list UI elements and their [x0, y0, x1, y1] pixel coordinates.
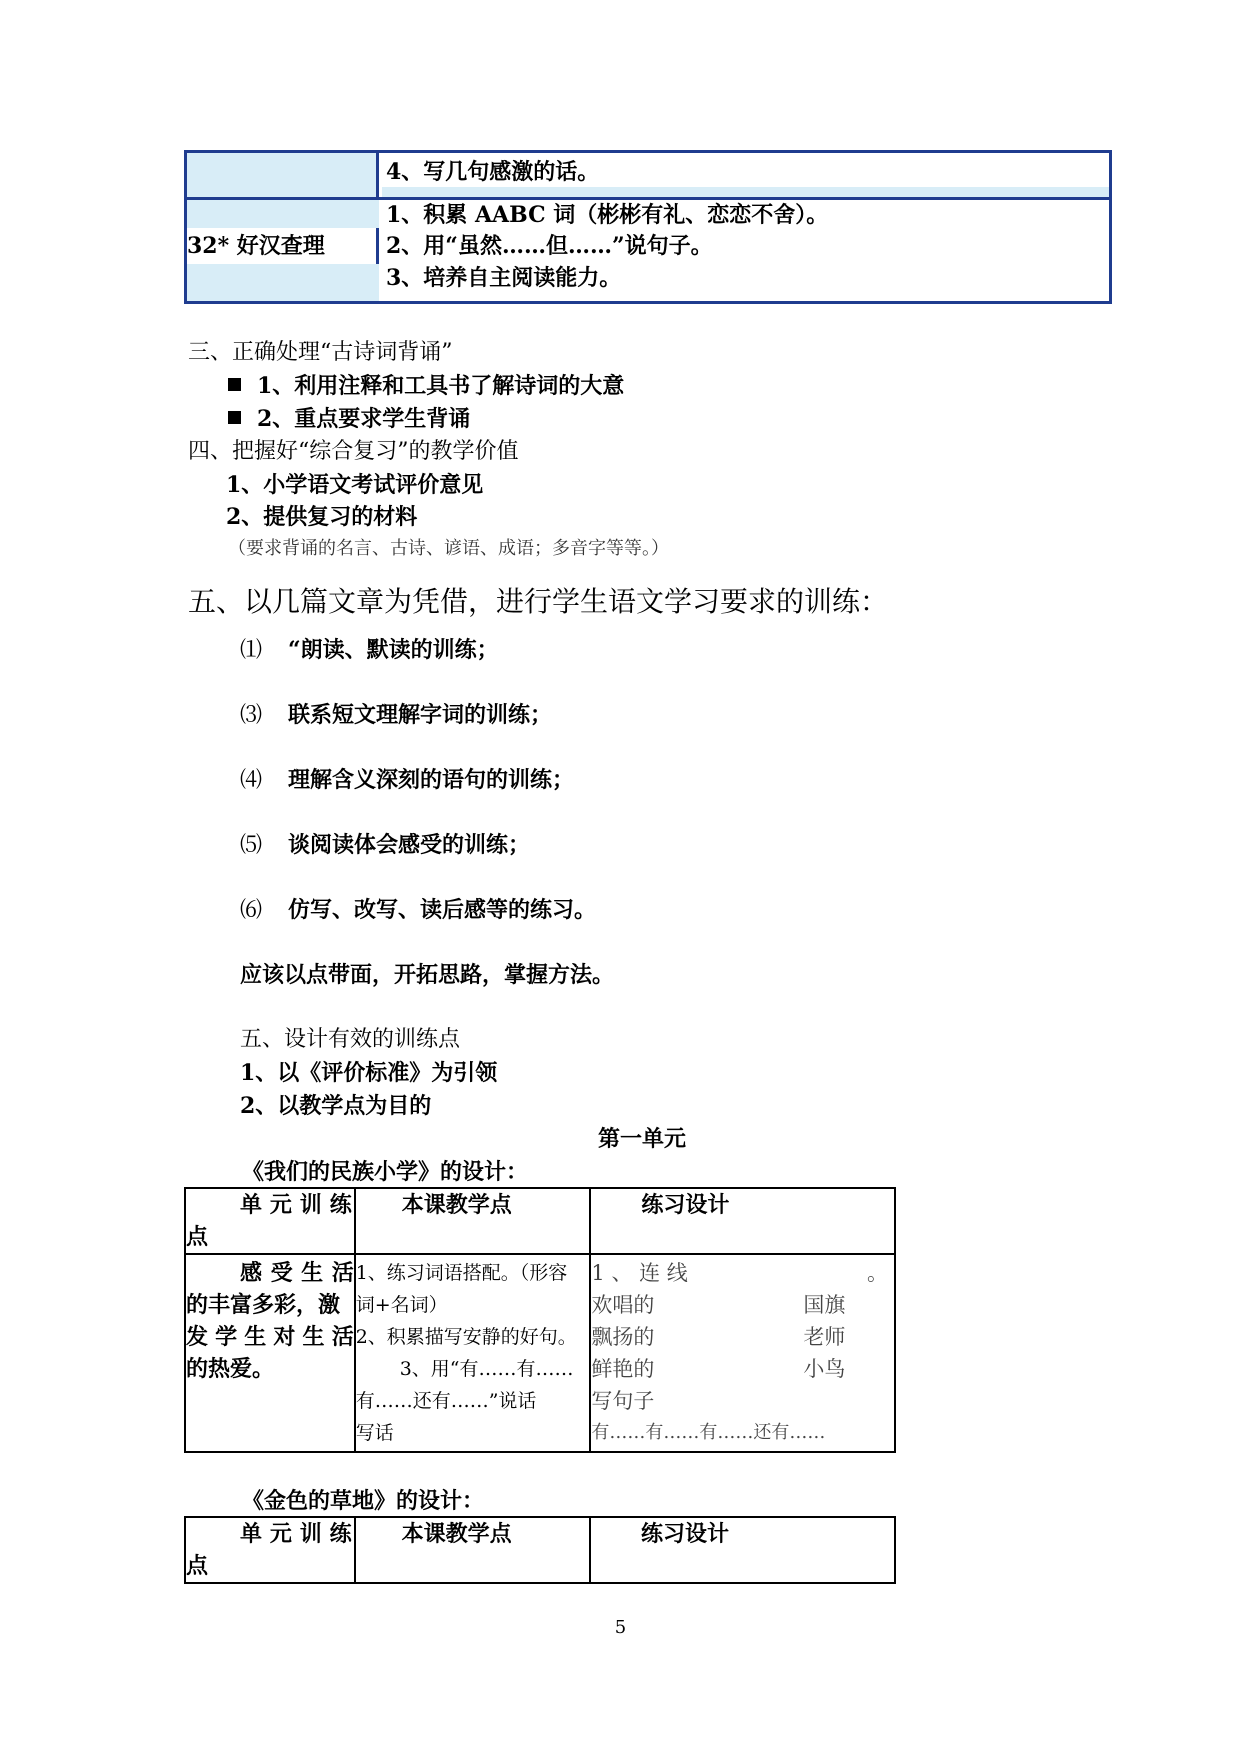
lesson-goals-table: [184, 150, 1112, 304]
item-number: ⑸: [240, 833, 263, 858]
header-cell: [590, 1188, 895, 1254]
list-item: [240, 765, 574, 796]
lesson-title: 32* 好汉查理: [187, 233, 325, 259]
table-row: [187, 200, 1109, 301]
bullet-square-icon: [228, 411, 241, 424]
bullet-square-icon: [228, 378, 241, 391]
lesson-cell: [187, 153, 379, 197]
match-left: 欢唱的: [591, 1293, 655, 1317]
table-row: [185, 1188, 895, 1254]
match-right: 老师: [803, 1325, 846, 1349]
header-cell: [185, 1517, 355, 1583]
list-item-text: 1、利用注释和工具书了解诗词的大意: [257, 373, 625, 399]
header-text: 练习设计: [640, 1521, 729, 1547]
cell-text: 发学生对生活: [186, 1324, 354, 1350]
cell-shade: [382, 187, 1109, 197]
item-number: ⑷: [240, 768, 263, 793]
design-table: [184, 1516, 896, 1584]
item-number: ⑹: [240, 898, 263, 923]
exercise-text: 写句子: [591, 1389, 655, 1413]
cell-text: 3、用“有……有……: [399, 1358, 574, 1380]
goal-line: 2、用“虽然……但……”说句子。: [386, 233, 713, 259]
cell-text: 2、积累描写安静的好句。: [355, 1326, 577, 1348]
list-item: [228, 404, 470, 434]
cell-text: 有……还有……”说话: [355, 1390, 537, 1412]
match-pair: [591, 1289, 894, 1321]
section-heading: 五、以几篇文章为凭借，进行学生语文学习要求的训练：: [188, 585, 889, 618]
header-text: 练习设计: [641, 1192, 730, 1218]
list-item-text: 联系短文理解字词的训练；: [288, 702, 553, 728]
header-cell: [590, 1517, 895, 1583]
list-item-text: “朗读、默读的训练；: [288, 637, 499, 663]
match-right: 国旗: [803, 1293, 846, 1317]
list-item: 1、小学语文考试评价意见: [226, 472, 484, 498]
header-text: 单元训练: [240, 1192, 352, 1218]
list-item: [240, 895, 596, 926]
table-row: [185, 1517, 895, 1583]
header-text: 点: [186, 1224, 209, 1250]
design-table: [184, 1187, 896, 1453]
header-text: 点: [186, 1553, 209, 1579]
list-item: [228, 371, 624, 401]
design-caption: 《金色的草地》的设计：: [242, 1488, 485, 1514]
cell-text: 的热爱。: [186, 1356, 275, 1382]
goal-line: 3、培养自主阅读能力。: [386, 265, 622, 291]
match-left: 飘扬的: [591, 1325, 655, 1349]
summary-text: 应该以点带面，开拓思路，掌握方法。: [240, 962, 615, 988]
note-text: （要求背诵的名言、古诗、谚语、成语；多音字等等。）: [228, 538, 669, 559]
exercise-text: 有……有……有……还有……: [591, 1422, 826, 1443]
list-item: [240, 700, 552, 731]
cell-text: 词+名词）: [355, 1294, 448, 1316]
cell-text: 的丰富多彩，激: [186, 1292, 341, 1318]
header-cell: [185, 1188, 355, 1254]
list-item: [240, 830, 530, 861]
header-text: 本课教学点: [401, 1192, 512, 1218]
list-item: 1、以《评价标准》为引领: [240, 1060, 498, 1086]
match-right: 小鸟: [803, 1357, 846, 1381]
exercise-mark: 。: [867, 1261, 888, 1285]
goal-line: 4、写几句感激的话。: [386, 159, 600, 185]
exercise-cell: [590, 1254, 895, 1452]
list-item: 2、以教学点为目的: [240, 1093, 432, 1119]
section-heading: 三、正确处理“古诗词背诵”: [188, 340, 453, 365]
item-number: ⑴: [240, 638, 263, 663]
section-heading: 五、设计有效的训练点: [240, 1027, 461, 1052]
teaching-point-cell: [355, 1254, 591, 1452]
header-cell: [355, 1517, 590, 1583]
item-number: ⑶: [240, 703, 263, 728]
list-item-text: 谈阅读体会感受的训练；: [288, 832, 531, 858]
header-cell: [355, 1188, 591, 1254]
table-row: [185, 1254, 895, 1452]
cell-shade: [187, 264, 379, 301]
cell-shade: [187, 200, 379, 228]
design-caption: 《我们的民族小学》的设计：: [242, 1159, 529, 1185]
header-text: 单元训练: [240, 1521, 352, 1547]
section-heading: 四、把握好“综合复习”的教学价值: [188, 439, 519, 464]
match-left: 鲜艳的: [591, 1357, 655, 1381]
exercise-heading: 1 、 连 线: [591, 1261, 688, 1285]
list-item: [240, 635, 499, 666]
list-item-text: 理解含义深刻的语句的训练；: [288, 767, 575, 793]
cell-text: 1、练习词语搭配。（形容: [355, 1262, 568, 1284]
cell-text: 写话: [355, 1422, 394, 1444]
lesson-cell: [187, 200, 379, 301]
list-item: 2、提供复习的材料: [226, 504, 418, 530]
table-row: [187, 153, 1109, 200]
training-point-cell: [185, 1254, 355, 1452]
unit-title: 第一单元: [598, 1126, 687, 1152]
goal-line: 1、积累 AABC 词（彬彬有礼、恋恋不舍）。: [386, 202, 829, 228]
header-text: 本课教学点: [401, 1521, 512, 1547]
cell-text: 感受生活: [240, 1260, 354, 1286]
list-item-text: 仿写、改写、读后感等的练习。: [288, 897, 597, 923]
list-item-text: 2、重点要求学生背诵: [257, 406, 471, 432]
match-pair: [591, 1321, 894, 1353]
page-number: 5: [614, 1617, 627, 1638]
match-pair: [591, 1353, 894, 1385]
